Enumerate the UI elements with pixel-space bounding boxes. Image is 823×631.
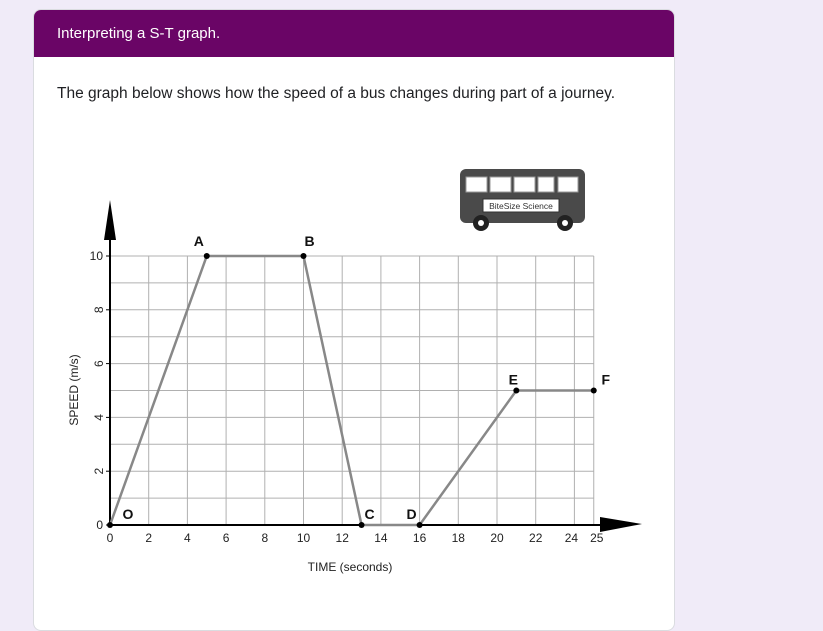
- x-tick-label: 10: [296, 531, 311, 545]
- data-point-label: E: [508, 371, 519, 388]
- bus-sign-label: BiteSize Science: [489, 201, 553, 211]
- x-tick-label: 12: [335, 531, 349, 545]
- bus-image: [460, 169, 585, 231]
- x-tick-label: 6: [222, 531, 230, 545]
- y-axis-label: SPEED (m/s): [67, 354, 81, 426]
- x-tick-label: 16: [412, 531, 427, 545]
- x-tick-label: 2: [145, 531, 153, 545]
- data-point-label: C: [364, 506, 375, 522]
- x-tick-label: 4: [184, 531, 191, 545]
- question-title: Interpreting a S-T graph.: [34, 10, 674, 57]
- data-point-label: O: [122, 506, 134, 522]
- data-point: [513, 388, 519, 394]
- y-tick-label: 10: [89, 249, 103, 263]
- x-tick-label: 20: [490, 531, 504, 545]
- data-point: [359, 522, 365, 528]
- data-point: [417, 522, 423, 528]
- data-point-label: A: [193, 233, 204, 249]
- bus-window: [514, 177, 535, 192]
- x-tick-label: 14: [374, 531, 388, 545]
- data-point: [204, 253, 210, 259]
- x-tick-label: 8: [261, 531, 269, 545]
- y-tick-label: 0: [96, 518, 103, 532]
- y-tick-label: 8: [92, 306, 106, 314]
- x-tick-label: 22: [529, 531, 543, 545]
- y-tick-label: 4: [92, 414, 106, 421]
- bus-wheel-hub: [562, 220, 568, 226]
- axis-ticks: [90, 249, 604, 545]
- data-point-label: B: [304, 233, 315, 249]
- bus-window: [558, 177, 578, 192]
- x-tick-label: 0: [106, 531, 114, 545]
- data-point-label: F: [601, 371, 611, 388]
- x-tick-label: 25: [590, 531, 604, 545]
- question-description: The graph below shows how the speed of a bus changes during part of a journey.: [57, 85, 616, 102]
- chart-series: [107, 233, 610, 528]
- bus-window: [490, 177, 511, 192]
- bus-window: [466, 177, 487, 192]
- data-point: [591, 388, 597, 394]
- x-axis-label: TIME (seconds): [307, 560, 393, 574]
- data-point: [107, 522, 113, 528]
- bus-wheel-hub: [478, 220, 484, 226]
- data-point-label: D: [406, 506, 417, 522]
- x-tick-label: 18: [451, 531, 465, 545]
- y-tick-label: 2: [92, 467, 106, 475]
- bus-window: [538, 177, 554, 192]
- x-tick-label: 24: [564, 531, 579, 545]
- y-axis-arrow: [104, 200, 116, 240]
- data-point: [301, 253, 307, 259]
- y-tick-label: 6: [92, 360, 106, 367]
- x-axis-arrow: [600, 517, 642, 532]
